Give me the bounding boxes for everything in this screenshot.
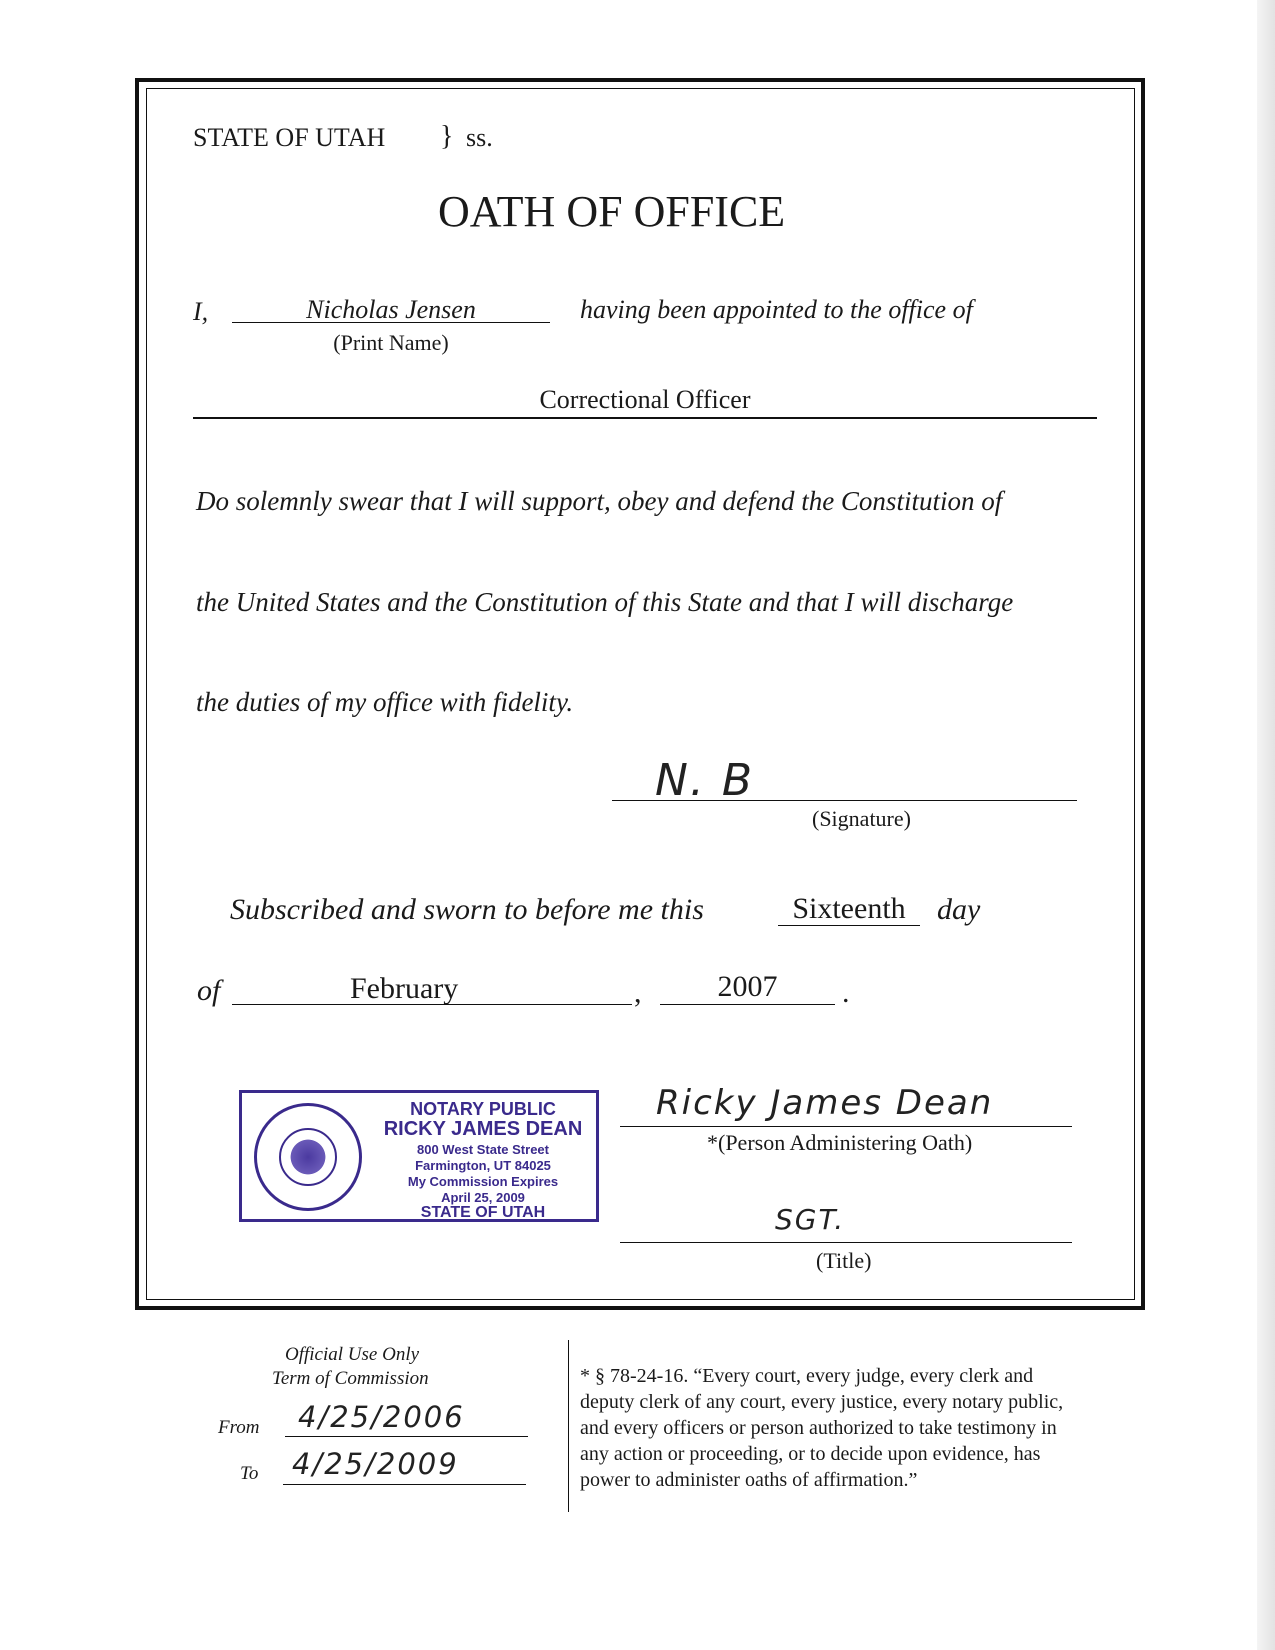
to-line <box>283 1484 526 1485</box>
official-use-heading: Official Use Only <box>285 1344 420 1365</box>
stamp-address-city: Farmington, UT 84025 <box>415 1158 551 1173</box>
state-seal-icon <box>254 1103 362 1211</box>
to-label: To <box>240 1463 259 1484</box>
oath-line-2: the United States and the Constitution of this State and that I will discharge <box>196 587 1014 617</box>
stamp-notary-public: NOTARY PUBLIC <box>410 1099 556 1119</box>
year-value: 2007 <box>717 970 778 1003</box>
footnote-line-3: and every officers or person authorized to take testimony in <box>580 1417 1057 1439</box>
signature-caption: (Signature) <box>812 806 911 831</box>
administrator-signature: Ricky James Dean <box>656 1083 994 1123</box>
from-label: From <box>218 1417 260 1438</box>
oath-line-3: the duties of my office with fidelity. <box>196 687 574 717</box>
month-comma: , <box>634 976 642 1009</box>
page-edge <box>1257 0 1275 1650</box>
title-line <box>620 1242 1072 1243</box>
office-line <box>193 417 1097 419</box>
appointee-signature: N. B <box>655 755 755 806</box>
term-heading: Term of Commission <box>272 1368 429 1389</box>
stamp-commission-date: April 25, 2009 <box>441 1190 525 1205</box>
seal-emblem-icon <box>279 1128 337 1186</box>
day-value: Sixteenth <box>792 892 906 925</box>
stamp-notary-name: RICKY JAMES DEAN <box>383 1118 583 1140</box>
oath-line-1: Do solemnly swear that I will support, obey and defend the Constitution of <box>196 486 1003 516</box>
stamp-state: STATE OF UTAH <box>420 1204 546 1221</box>
from-date-value: 4/25/2006 <box>298 1400 465 1434</box>
month-value: February <box>350 972 459 1005</box>
brace: } <box>440 121 454 152</box>
office-value: Correctional Officer <box>539 385 751 414</box>
day-line <box>778 925 920 926</box>
notary-stamp <box>239 1090 599 1222</box>
state-label: STATE OF UTAH <box>193 123 386 152</box>
to-date-value: 4/25/2009 <box>292 1447 459 1481</box>
ss-label: ss. <box>466 123 493 152</box>
administrator-caption: *(Person Administering Oath) <box>707 1130 973 1155</box>
title-caption: (Title) <box>816 1248 872 1273</box>
stamp-address-street: 800 West State Street <box>417 1142 549 1157</box>
subscribed-lead: Subscribed and sworn to before me this <box>230 893 704 926</box>
footnote-line-4: any action or proceeding, or to decide upon evidence, has <box>580 1443 1041 1465</box>
administrator-line <box>620 1126 1072 1127</box>
footer-divider <box>568 1340 569 1512</box>
pronoun-i: I, <box>193 297 209 326</box>
day-word: day <box>937 893 981 926</box>
page-title: OATH OF OFFICE <box>438 187 786 236</box>
footnote-line-5: power to administer oaths of affirmation.” <box>580 1469 918 1491</box>
footnote-line-1: * § 78-24-16. “Every court, every judge, every clerk and <box>580 1365 1034 1387</box>
from-line <box>285 1436 528 1437</box>
print-name-line <box>232 322 550 323</box>
year-line <box>660 1004 835 1005</box>
signature-line <box>612 800 1077 801</box>
of-word: of <box>197 974 221 1007</box>
print-name-value: Nicholas Jensen <box>306 295 476 324</box>
stamp-commission-label: My Commission Expires <box>407 1174 559 1189</box>
title-value: SGT. <box>775 1203 846 1236</box>
footnote-line-2: deputy clerk of any court, every justice, every notary public, <box>580 1391 1064 1413</box>
print-name-caption: (Print Name) <box>333 330 449 355</box>
appointed-text: having been appointed to the office of <box>580 295 973 324</box>
month-line <box>232 1004 632 1005</box>
year-period: . <box>842 976 850 1009</box>
